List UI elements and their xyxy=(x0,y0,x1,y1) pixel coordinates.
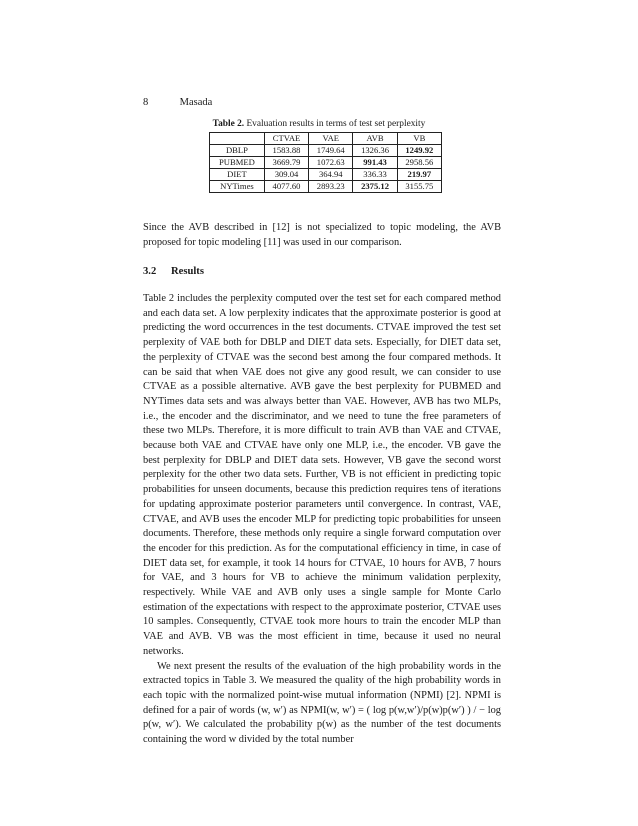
paragraph-2 xyxy=(143,660,501,748)
running-author: Masada xyxy=(179,97,213,108)
table-cell: 336.33 xyxy=(353,169,397,181)
table-cell-best: 1249.92 xyxy=(397,145,441,157)
section-number: 3.2 xyxy=(143,266,157,277)
table-cell: 2893.23 xyxy=(309,181,353,193)
table-cell: 1583.88 xyxy=(264,145,308,157)
table-caption-text: Evaluation results in terms of test set perplexity xyxy=(244,119,426,129)
column-header: VB xyxy=(397,133,441,145)
section-title: Results xyxy=(171,266,204,277)
npmi-formula: ( log p(w,w′)/p(w)p(w′) ) / − log p(w, w′). xyxy=(143,704,501,731)
row-label: PUBMED xyxy=(210,157,265,169)
table-cell: 364.94 xyxy=(309,169,353,181)
table-cell: 1326.36 xyxy=(353,145,397,157)
table-cell: 309.04 xyxy=(264,169,308,181)
table-cell: 1072.63 xyxy=(309,157,353,169)
column-header: AVB xyxy=(353,133,397,145)
table-cell: 3155.75 xyxy=(397,181,441,193)
row-label: DIET xyxy=(210,169,265,181)
table-row xyxy=(210,157,442,169)
table-cell-best: 219.97 xyxy=(397,169,441,181)
column-header xyxy=(210,133,265,145)
section-heading xyxy=(143,266,204,277)
paragraph-1: Table 2 includes the perplexity computed over the test set for each compared method and each data set. A low perplexity indicates that the approximate posterior is good at predicting the word occurrences in the test documents. CTVAE improved the test set perplexity of VAE both for DBLP and DIET data sets. Especially, for DIET data set, the perplexity of CTVAE was the second best among the four compared methods. It can be said that when VAE does not give any good result, we can consider to use CTVAE as a possible alternative. AVB gave the best perplexity for PUBMED and NYTimes data sets and was always better than VAE. However, AVB has two MLPs, i.e., the encoder and the discriminator, and we need to tune the free parameters of these two MLPs. Therefore, it is more difficult to train AVB than VAE and CTVAE, because both VAE and CTVAE have only one MLP, i.e., the encoder. VB gave the best perplexity for DBLP and DIET data sets. However, VB gave the second worst perplexity for the other two data sets. Further, VB is not efficient in predicting topic probabilities for unseen documents, because this prediction requires tens of iterations for updating approximate posterior parameters until convergence. In contrast, VAE, CTVAE, and AVB uses the encoder MLP for predicting topic probabilities for unseen documents. Therefore, these methods only require a single forward computation over the encoder for this prediction. As for the computational efficiency in time, in case of DIET data set, for example, it took 14 hours for CTVAE, 10 hours for AVB, 7 hours for VAE, and 3 hours for VB to achieve the minimum validation perplexity, respectively. While VAE and AVB only uses a single sample for Monte Carlo estimation of the expectations with respect to the approximate posterior, CTVAE uses 10 samples. Consequently, CTVAE took more hours to train the encoder MLP than VAE and AVB. VB was the most efficient in time, because it used no neural networks. xyxy=(143,293,501,657)
table-caption xyxy=(0,119,638,129)
perplexity-table xyxy=(209,132,442,193)
table-row xyxy=(210,181,442,193)
table-caption-label: Table 2. xyxy=(212,119,245,129)
table-row xyxy=(210,145,442,157)
column-header: VAE xyxy=(309,133,353,145)
paragraph-2-text: We next present the results of the evaluation of the high probability words in the extracted topics in Table 3. We measured the quality of the high probability words in each topic with the normalized point-wise mutual information (NPMI) [2]. NPMI is defined for a pair of words (w, w′) as NPMI(w, w′) = xyxy=(143,660,501,716)
table-cell-best: 991.43 xyxy=(353,157,397,169)
table-cell: 4077.60 xyxy=(264,181,308,193)
row-label: NYTimes xyxy=(210,181,265,193)
page-header xyxy=(143,97,212,108)
table-row xyxy=(210,169,442,181)
results-body xyxy=(143,292,501,748)
intro-paragraph xyxy=(143,221,501,250)
row-label: DBLP xyxy=(210,145,265,157)
column-header: CTVAE xyxy=(264,133,308,145)
table-cell: 2958.56 xyxy=(397,157,441,169)
table-cell: 1749.64 xyxy=(309,145,353,157)
table-cell-best: 2375.12 xyxy=(353,181,397,193)
table-cell: 3669.79 xyxy=(264,157,308,169)
paragraph-2-continued: We calculated the probability p(w) as the number of the test documents containing the word w divided by the total number xyxy=(143,719,502,746)
intro-text: Since the AVB described in [12] is not specialized to topic modeling, the AVB proposed for topic modeling [11] was used in our comparison. xyxy=(143,222,501,248)
table-header-row xyxy=(210,133,442,145)
page-number: 8 xyxy=(143,97,149,108)
